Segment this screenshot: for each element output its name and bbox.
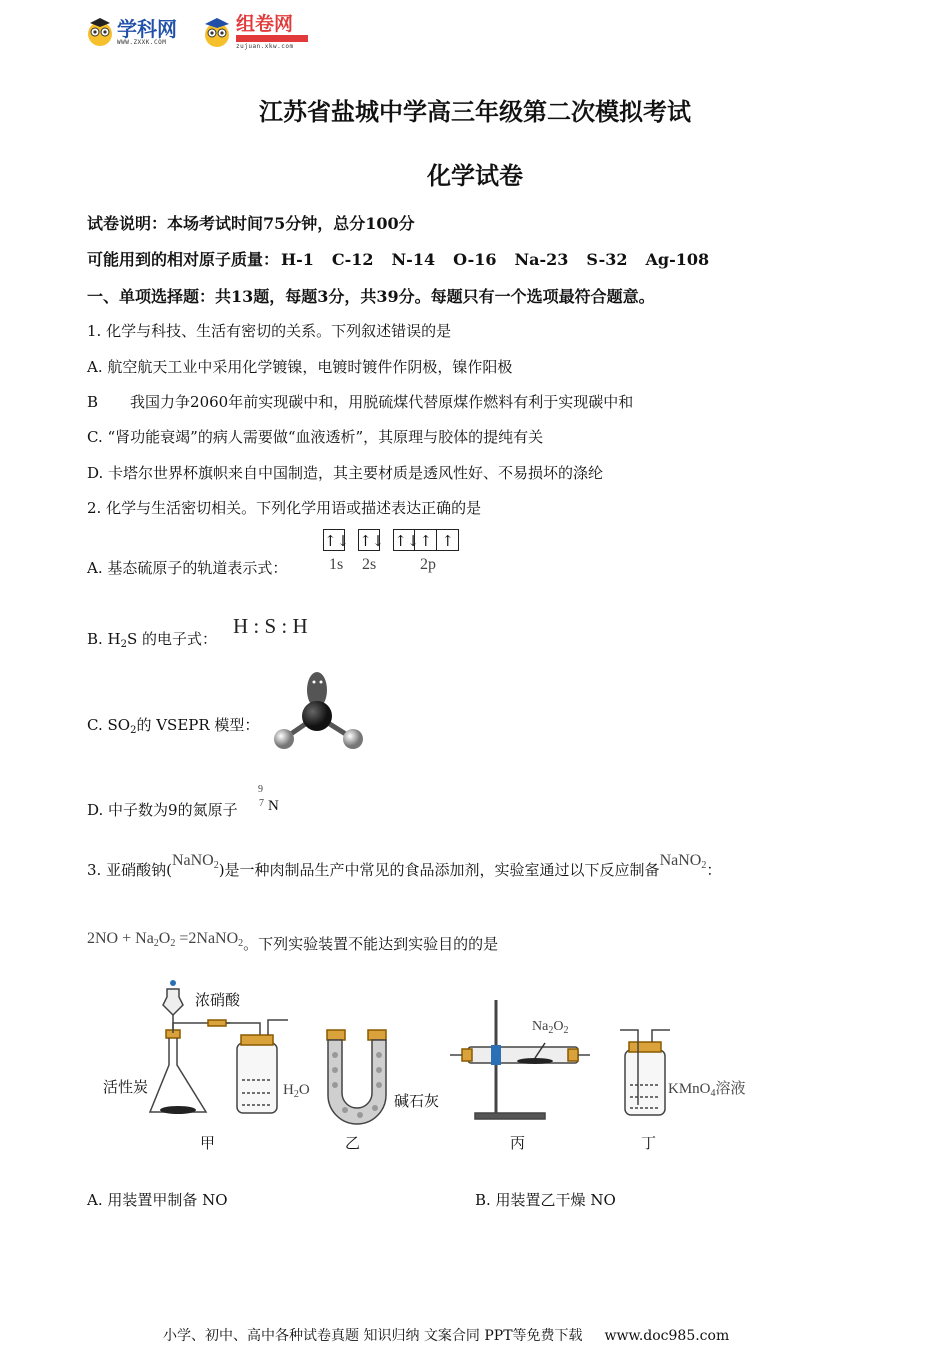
mass-item: N-14 — [391, 250, 436, 269]
q2-option-b — [87, 628, 217, 650]
text: Na — [532, 1019, 549, 1034]
text: NaNO — [171, 852, 214, 869]
text: 的 VSEPR 模型： — [136, 716, 260, 734]
text: 。下列实验装置不能达到实验目的的是 — [243, 935, 499, 953]
mass-number: 9 — [258, 784, 263, 795]
footer-text: 小学、初中、高中各种试卷真题 知识归纳 文案合同 PPT等免费下载 — [163, 1328, 583, 1344]
orbital-box: ↑↓ — [323, 529, 345, 551]
subscript: 2 — [238, 938, 244, 949]
option-letter: B — [87, 393, 99, 411]
text: 溶液 — [715, 1081, 746, 1097]
subscript: 4 — [710, 1088, 716, 1099]
footer — [163, 1325, 729, 1345]
text: NaNO — [659, 852, 702, 869]
label-soda-lime: 碱石灰 — [394, 1092, 440, 1110]
q2-option-a: A. 基态硫原子的轨道表示式： — [87, 559, 288, 577]
exam-title: 江苏省盐城中学高三年级第二次模拟考试 — [259, 97, 691, 126]
label-water — [283, 1082, 310, 1100]
atomic-number: 7 — [259, 798, 264, 809]
atomic-mass-label: 可能用到的相对原子质量： — [87, 250, 280, 269]
mass-item: C-12 — [331, 250, 374, 269]
element-symbol: N — [268, 798, 279, 814]
orbital-box: ↑↓ — [358, 529, 380, 551]
label-bing: 丙 — [510, 1134, 526, 1152]
orbital-label-2s: 2s — [362, 556, 377, 573]
zxxk-logo-text: 学科网 — [117, 16, 177, 41]
text: C. SO — [87, 716, 131, 734]
text: S 的电子式： — [127, 630, 218, 648]
formula — [172, 852, 219, 869]
option-text: 我国力争2060年前实现碳中和，用脱硫煤代替原煤作燃料有利于实现碳中和 — [130, 393, 634, 411]
owl-icon — [86, 16, 114, 48]
text: O — [298, 1082, 310, 1098]
mass-item: Ag-108 — [645, 250, 710, 269]
formula — [660, 852, 707, 869]
orbital-box: ↑ — [437, 529, 459, 551]
mass-item: H-1 — [281, 250, 314, 269]
zujuan-logo-text: 组卷网 — [236, 13, 294, 35]
label-jia: 甲 — [200, 1134, 216, 1152]
label-na2o2 — [532, 1019, 568, 1036]
zxxk-logo-url: WWW.ZXXK.COM — [117, 38, 167, 46]
text: 3. 亚硝酸钠( — [87, 861, 172, 879]
apparatus-yi — [327, 1030, 386, 1124]
section-heading: 一、单项选择题：共13题，每题3分，共39分。每题只有一个选项最符合题意。 — [87, 287, 655, 306]
orbital-label-2p: 2p — [420, 556, 436, 573]
label-yi: 乙 — [345, 1134, 361, 1152]
orbital-label-1s: 1s — [329, 556, 344, 573]
subscript: 2 — [213, 860, 219, 871]
text: ： — [706, 861, 722, 879]
subscript: 2 — [153, 938, 159, 949]
zujuan-logo-url: zujuan.xkw.com — [236, 43, 294, 50]
footer-link[interactable]: www.doc985.com — [604, 1328, 730, 1344]
vsepr-model — [270, 668, 370, 753]
text: =2NaNO — [175, 930, 239, 947]
reaction-equation — [87, 930, 243, 947]
q2-option-d: D. 中子数为9的氮原子 — [87, 801, 238, 819]
mass-item: O-16 — [453, 250, 497, 269]
q2-option-c — [87, 714, 259, 736]
text: O — [553, 1019, 564, 1034]
instructions: 试卷说明：本场考试时间75分钟，总分100分 — [87, 214, 415, 233]
zxxk-logo — [86, 16, 177, 48]
text: 2NO + Na — [87, 930, 154, 947]
q2-stem: 2. 化学与生活密切相关。下列化学用语或描述表达正确的是 — [87, 499, 482, 517]
q3-equation-line — [87, 930, 499, 955]
electron-formula: H : S : H — [233, 614, 308, 638]
text: O — [158, 930, 171, 947]
orbital-box: ↑↓ — [393, 529, 415, 551]
q1-option-b — [87, 391, 633, 412]
mascot-icon — [200, 15, 234, 49]
mass-item: S-32 — [586, 250, 628, 269]
label-conc-nitric-acid: 浓硝酸 — [195, 991, 241, 1009]
exam-subtitle: 化学试卷 — [427, 161, 523, 190]
apparatus-ding — [620, 1030, 670, 1115]
orbital-diagram — [323, 529, 459, 551]
label-kmno4 — [668, 1077, 746, 1099]
text: KMnO — [668, 1081, 711, 1097]
subscript: 2 — [293, 1089, 299, 1100]
q1-stem: 1. 化学与科技、生活有密切的关系。下列叙述错误的是 — [87, 322, 452, 340]
q3-stem — [87, 852, 722, 881]
subscript: 2 — [701, 860, 707, 871]
label-activated-carbon: 活性炭 — [103, 1078, 149, 1096]
subscript: 2 — [120, 639, 128, 650]
atomic-masses — [87, 247, 727, 270]
subscript: 2 — [130, 725, 137, 736]
label-ding: 丁 — [641, 1134, 657, 1152]
q1-option-c: C. “肾功能衰竭”的病人需要做“血液透析”，其原理与胶体的提纯有关 — [87, 428, 544, 446]
q1-option-d: D. 卡塔尔世界杯旗帜来自中国制造，其主要材质是透风性好、不易损坏的涤纶 — [87, 464, 604, 482]
subscript: 2 — [170, 938, 176, 949]
q1-option-a: A. 航空航天工业中采用化学镀镍，电镀时镀件作阴极，镍作阳极 — [87, 358, 513, 376]
orbital-box: ↑ — [415, 529, 437, 551]
q3-option-a: A. 用装置甲制备 NO — [87, 1191, 228, 1209]
text: )是一种肉制品生产中常见的食品添加剂，实验室通过以下反应制备 — [218, 861, 660, 879]
subscript: 2 — [563, 1025, 569, 1036]
text: H — [283, 1082, 294, 1098]
apparatus-bing — [450, 1000, 590, 1119]
mass-item: Na-23 — [514, 250, 569, 269]
zujuan-logo — [200, 14, 308, 50]
subscript: 2 — [548, 1025, 554, 1036]
text: B. H — [87, 630, 121, 648]
q3-option-b: B. 用装置乙干燥 NO — [475, 1191, 616, 1209]
